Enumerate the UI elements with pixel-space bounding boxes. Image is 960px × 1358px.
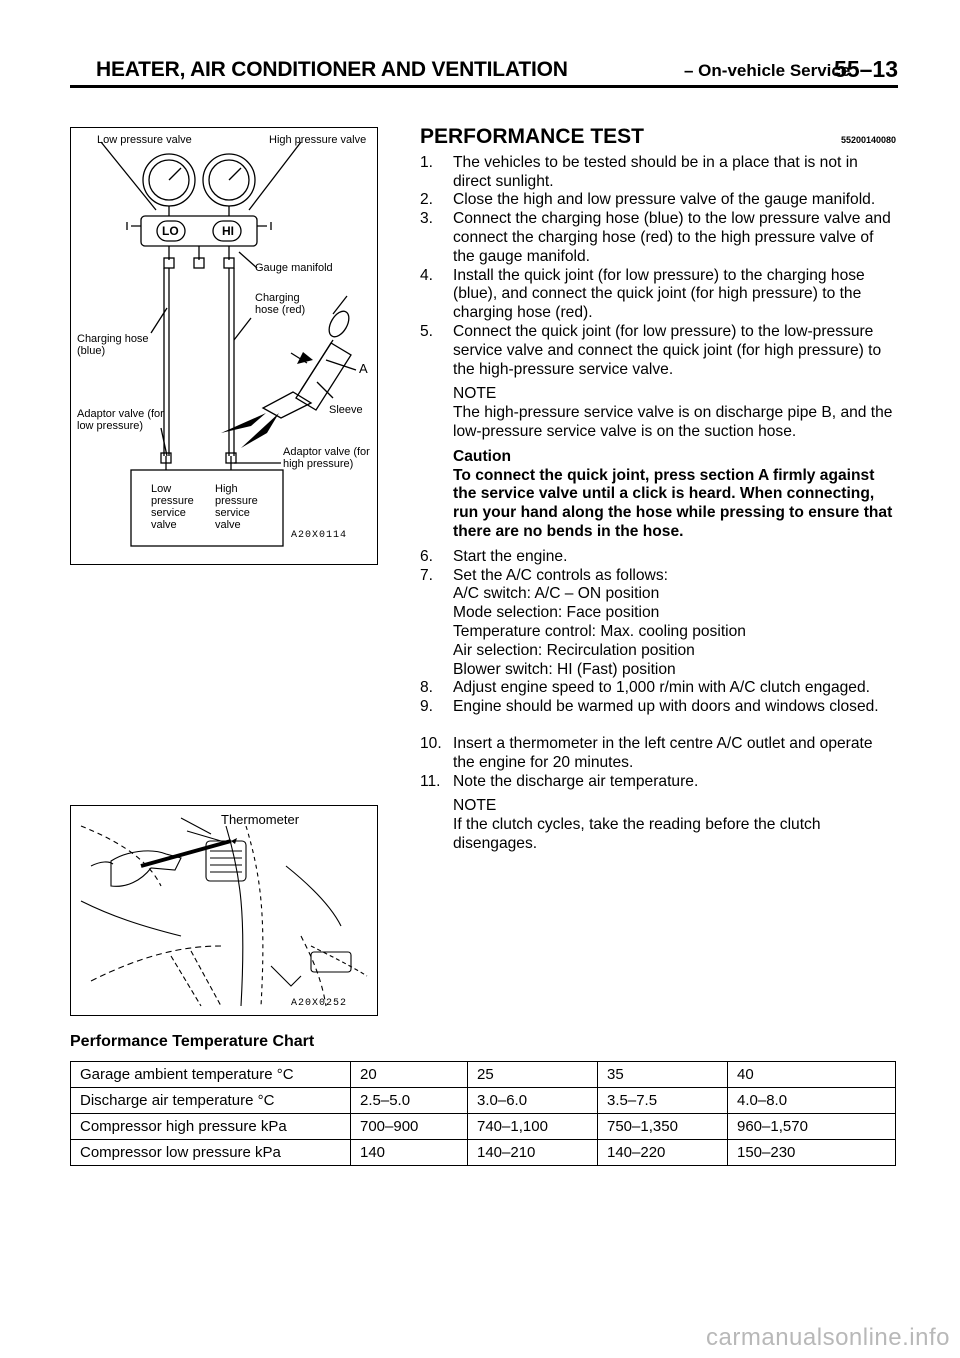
step-number: 8.	[420, 679, 434, 697]
performance-temperature-table	[70, 1061, 896, 1166]
page-number: 55–13	[834, 56, 898, 82]
step-11	[420, 773, 896, 792]
table-row	[71, 1114, 896, 1140]
step-number: 4.	[420, 266, 434, 284]
step-text: Connect the charging hose (blue) to the low pressure valve and connect the charging hose (red) to the high pressure valve of the gauge manifold.	[453, 210, 891, 265]
table-cell: 40	[728, 1062, 896, 1088]
table-cell: 150–230	[728, 1140, 896, 1166]
caution-label: Caution	[453, 447, 512, 465]
step-text: Adjust engine speed to 1,000 r/min with A/C clutch engaged.	[453, 679, 870, 697]
row-header: Compressor low pressure kPa	[71, 1140, 351, 1166]
row-header: Compressor high pressure kPa	[71, 1114, 351, 1140]
table-cell: 960–1,570	[728, 1114, 896, 1140]
table-cell: 35	[598, 1062, 728, 1088]
step-6	[420, 548, 896, 567]
step-8	[420, 679, 896, 698]
low-pressure-valve-label: Low pressure valve	[97, 134, 192, 146]
table-cell: 25	[468, 1062, 598, 1088]
header-subtitle: – On-vehicle Service	[684, 61, 851, 80]
table-row	[71, 1062, 896, 1088]
chart-title: Performance Temperature Chart	[70, 1033, 315, 1050]
step-4	[420, 267, 896, 323]
step-5	[420, 323, 896, 379]
high-pressure-valve-label: High pressure valve	[269, 134, 367, 146]
adaptor-high-label: Adaptor valve (for high pressure)	[283, 446, 370, 470]
note-label: NOTE	[453, 385, 497, 403]
table-cell: 740–1,100	[468, 1114, 598, 1140]
step-10	[420, 735, 896, 773]
step-text: Start the engine.	[453, 547, 568, 565]
step-number: 9.	[420, 698, 434, 716]
figure2-code: A20X0252	[291, 998, 348, 1009]
charging-hose-blue-label: Charging hose (blue)	[77, 333, 149, 357]
note-label: NOTE	[453, 797, 497, 815]
step-text: Close the high and low pressure valve of the gauge manifold.	[453, 191, 876, 209]
table-cell: 140	[351, 1140, 468, 1166]
gauge-manifold-figure	[70, 127, 378, 565]
row-header: Discharge air temperature °C	[71, 1088, 351, 1114]
step-number: 5.	[420, 322, 434, 340]
table-cell: 20	[351, 1062, 468, 1088]
note-text: If the clutch cycles, take the reading before the clutch disengages.	[453, 816, 821, 852]
ac-setting: Air selection: Recirculation position	[453, 641, 695, 659]
note-text: The high-pressure service valve is on discharge pipe B, and the low-pressure service valve is on the suction hose.	[453, 404, 893, 440]
table-row	[71, 1140, 896, 1166]
page-header	[70, 58, 898, 88]
thermometer-figure	[70, 805, 378, 1016]
step-1	[420, 154, 896, 192]
table-cell: 140–210	[468, 1140, 598, 1166]
step-7	[420, 567, 896, 586]
table-cell: 2.5–5.0	[351, 1088, 468, 1114]
charging-hose-red-label: Charging hose (red)	[255, 292, 306, 316]
ac-setting: A/C switch: A/C – ON position	[453, 585, 660, 603]
section-ref: 55200140080	[840, 135, 896, 145]
step-text: Note the discharge air temperature.	[453, 772, 699, 790]
lo-label: LO	[162, 224, 179, 238]
step-9	[420, 698, 896, 717]
ac-setting: Blower switch: HI (Fast) position	[453, 660, 676, 678]
row-header: Garage ambient temperature °C	[71, 1062, 351, 1088]
step-text: Engine should be warmed up with doors and windows closed.	[453, 698, 879, 716]
step-text: Insert a thermometer in the left centre A/C outlet and operate the engine for 20 minutes.	[453, 734, 873, 771]
low-service-valve-label: Low pressure service valve	[151, 483, 194, 531]
header-rule	[70, 85, 898, 88]
step-number: 1.	[420, 153, 434, 171]
ac-setting: Mode selection: Face position	[453, 604, 660, 622]
performance-test-section	[420, 125, 896, 854]
section-title: PERFORMANCE TEST	[420, 125, 645, 148]
thermometer-illustration	[71, 806, 377, 1015]
caution-text: To connect the quick joint, press section A firmly against the service valve until a click is heard. When connecting, run your hand along the hose while pressing to ensure that there are no bends in the hose.	[453, 466, 893, 540]
step-number: 7.	[420, 566, 434, 584]
section-a-label: A	[359, 361, 368, 376]
sleeve-label: Sleeve	[329, 404, 363, 416]
table-cell: 3.5–7.5	[598, 1088, 728, 1114]
table-row	[71, 1088, 896, 1114]
section-heading	[420, 125, 896, 150]
table-cell: 700–900	[351, 1114, 468, 1140]
adaptor-low-label: Adaptor valve (for low pressure)	[77, 408, 164, 432]
figure1-code: A20X0114	[291, 530, 348, 541]
step-number: 2.	[420, 191, 434, 209]
step-number: 11.	[420, 772, 441, 790]
table-cell: 140–220	[598, 1140, 728, 1166]
step-3	[420, 210, 896, 266]
step-text: Set the A/C controls as follows:	[453, 566, 668, 584]
step-text: Connect the quick joint (for low pressure) to the low-pressure service valve and connect the quick joint (for high pressure) to the high-pressure service valve.	[453, 322, 882, 378]
watermark: carmanualsonline.info	[706, 1324, 950, 1351]
step-2	[420, 191, 896, 210]
table-cell: 3.0–6.0	[468, 1088, 598, 1114]
step-number: 10.	[420, 734, 442, 752]
step-text: The vehicles to be tested should be in a place that is not in direct sunlight.	[453, 153, 858, 190]
high-service-valve-label: High pressure service valve	[215, 483, 258, 531]
step-text: Install the quick joint (for low pressure) to the charging hose (blue), and connect the quick joint (for high pressure) to the charging hose (red).	[453, 266, 865, 322]
header-title: HEATER, AIR CONDITIONER AND VENTILATION	[96, 58, 568, 81]
ac-setting: Temperature control: Max. cooling position	[453, 622, 746, 640]
table-cell: 750–1,350	[598, 1114, 728, 1140]
step-number: 3.	[420, 210, 434, 228]
table-cell: 4.0–8.0	[728, 1088, 896, 1114]
thermometer-label: Thermometer	[221, 812, 300, 827]
hi-label: HI	[222, 224, 234, 238]
step-number: 6.	[420, 547, 434, 565]
gauge-manifold-label: Gauge manifold	[255, 262, 333, 274]
